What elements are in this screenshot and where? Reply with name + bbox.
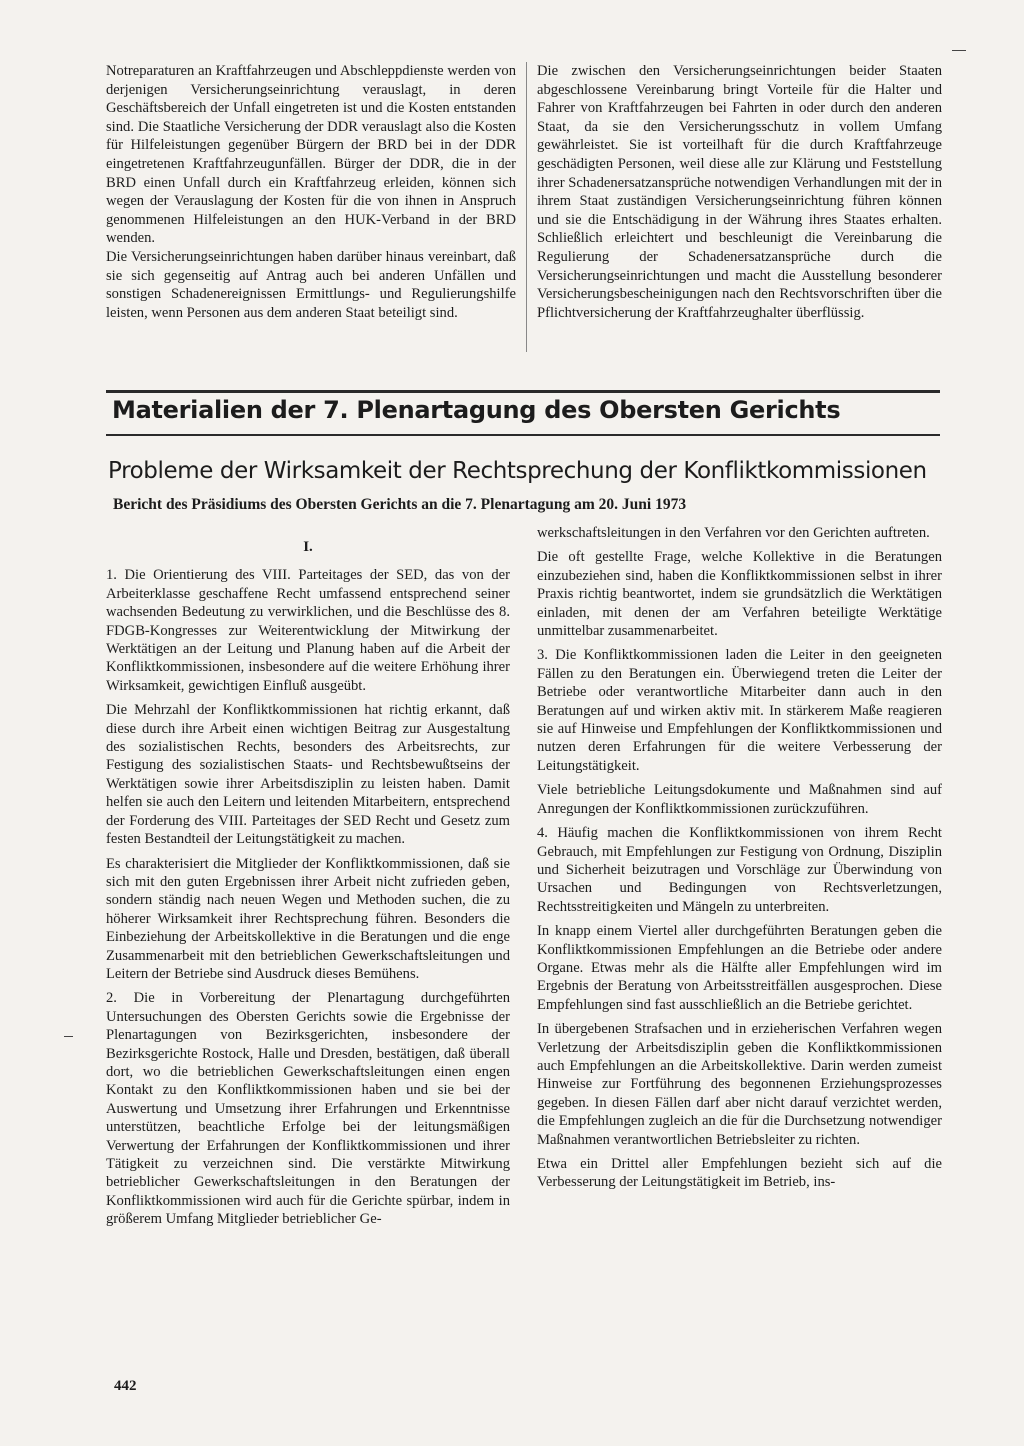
paragraph: Es charakterisiert die Mitglieder der Konfliktkommissionen, daß sie sich mit den guten Ergebnissen ihrer Arbeit nicht zufrieden geben, sondern ständig nach neuen Wegen und Methoden suchen, die zu höherer Wirksamkeit ihrer Rechtsprechung führen. Besonders die Einbeziehung der Arbeitskollektive in die Beratungen und die enge Zusammenarbeit mit den betrieblichen Gewerkschaftsleitungen und Leitern der Betriebe sind Ausdruck dieses Bemühens.: [106, 855, 510, 982]
paragraph: 2. Die in Vorbereitung der Plenartagung durchgeführten Untersuchungen des Obersten Gerichts sowie die Ergebnisse der Plenartagungen von Bezirksgerichten, insbesondere der Bezirksgerichte Rostock, Halle und Dresden, bestätigen, daß überall dort, wo die betrieblichen Gewerkschaftsleitungen einen engen Kontakt zu den Konfliktkommissionen haben und sie bei der Auswertung und Umsetzung ihrer Erfahrungen und Erkenntnisse unterstützen, beachtliche Erfolge bei der leitungsmäßigen Verwertung der Erfahrungen der Konfliktkommissionen und ihrer Tätigkeit zu verzeichnen sind. Die verstärkte Mitwirkung betrieblicher Gewerkschaftsleitungen in den Beratungen der Konfliktkommissionen wird auch für die Gerichte spürbar, indem in größerem Umfang Mitglieder betrieblicher Ge-: [106, 990, 510, 1228]
section-rule-bottom: [106, 434, 940, 436]
section-rule-top: [106, 390, 940, 393]
column-divider: [526, 62, 527, 352]
article-right-column: [537, 524, 942, 1198]
paragraph: 1. Die Orientierung des VIII. Parteitages der SED, das von der Arbeiterklasse geschaffene Recht umfassend entsprechend seiner wachsenden Bedeutung zu verwirklichen, und die Beschlüsse des 8. FDGB-Kongresses zur Weiterentwicklung der Mitwirkung der Werktätigen an der Leitung und Planung haben auf die Arbeit der Konfliktkommissionen, insbesondere auf die weitere Erhöhung ihrer Wirksamkeit, gewichtigen Einfluß ausgeübt.: [106, 567, 510, 694]
paragraph: Die oft gestellte Frage, welche Kollektive in die Beratungen einzubeziehen sind, haben die Konfliktkommissionen selbst in ihrer Praxis richtig beantwortet, indem sie grundsätzlich die Werktätigen einladen, mit denen der am Verfahren beteiligte Werktätige unmittelbar zusammenarbeitet.: [537, 549, 942, 640]
paragraph: Die Versicherungseinrichtungen haben darüber hinaus vereinbart, daß sie sich gegenseitig auf Antrag auch bei anderen Unfällen und sonstigen Schadenereignissen Ermittlungs- und Regulierungshilfe leisten, wenn Personen aus dem anderen Staat beteiligt sind.: [106, 248, 516, 321]
paragraph: Notreparaturen an Kraftfahrzeugen und Abschleppdienste werden von derjenigen Versicherungseinrichtung verauslagt, in deren Geschäftsbereich der Unfall eingetreten ist und die Kosten entstanden sind. Die Staatliche Versicherung der DDR verauslagt also die Kosten für Hilfeleistungen gegenüber Bürgern der BRD bei in der DDR eingetretenen Kraftfahrzeugunfällen. Bürger der DDR, die in der BRD einen Unfall durch ein Kraftfahrzeug erleiden, können sich wegen der Verauslagung der Kosten für die von ihnen in Anspruch genommenen Hilfeleistungen an den HUK-Verband in der BRD wenden.: [106, 63, 516, 247]
scan-mark: [952, 50, 966, 51]
paragraph: In knapp einem Viertel aller durchgeführten Beratungen geben die Konfliktkommissionen Empfehlungen an die Betriebe oder andere Organe. Etwas mehr als die Hälfte aller Empfehlungen wird im Ergebnis der Beratung von Arbeitsstreitfällen ausgesprochen. Diese Empfehlungen sind fast ausschließlich an die Betriebe gerichtet.: [537, 923, 942, 1013]
paragraph: 4. Häufig machen die Konfliktkommissionen von ihrem Recht Gebrauch, mit Empfehlungen zur Festigung von Ordnung, Disziplin und Sicherheit beizutragen und Vorschläge zur Überwindung von Ursachen und Bedingungen von Rechtsverletzungen, Rechtsstreitigkeiten und Mängeln zu unterbreiten.: [537, 825, 942, 915]
article-subtitle: Bericht des Präsidiums des Obersten Gerichts an die 7. Plenartagung am 20. Juni 1973: [113, 496, 687, 513]
paragraph: Die zwischen den Versicherungseinrichtungen beider Staaten abgeschlossene Vereinbarung bringt Vorteile für die Halter und Fahrer von Kraftfahrzeugen bei Fahrten in oder durch den anderen Staat, da sie den Versicherungsschutz in vollem Umfang gewährleistet. Sie ist vorteilhaft für die durch Kraftfahrzeuge geschädigten Personen, weil diese alle zur Klärung und Feststellung ihrer Schadenersatzansprüche notwendigen Verhandlungen mit der in ihrem Staat zuständigen Versicherungseinrichtung führen können und sie die Entschädigung in der Währung ihres Staates erhalten. Schließlich erleichtert und beschleunigt die Vereinbarung die Regulierung der Schadenersatzansprüche durch die Versicherungseinrichtungen und macht die Ausstellung besonderer Versicherungsbescheinigungen nach den Rechtsvorschriften über die Pflichtversicherung der Kraftfahrzeughalter überflüssig.: [537, 63, 942, 321]
paragraph: In übergebenen Strafsachen und in erzieherischen Verfahren wegen Verletzung der Arbeitsdisziplin geben die Konfliktkommissionen auch Empfehlungen an die Arbeitskollektive. Darin werden zumeist Hinweise zur Fortführung des begonnenen Erziehungsprozesses gegeben. In diesen Fällen darf aber nicht darauf verzichtet werden, die Empfehlungen zugleich an die für die Durchsetzung notwendiger Maßnahmen verantwortlichen Betriebsleiter zu richten.: [537, 1021, 942, 1148]
article-left-column: [106, 538, 510, 1235]
section-numeral: I.: [303, 539, 313, 555]
section-title: Materialien der 7. Plenartagung des Obersten Gerichts: [112, 396, 841, 424]
article-title: Probleme der Wirksamkeit der Rechtsprechung der Konfliktkommissionen: [108, 458, 927, 484]
top-left-column: [106, 62, 516, 322]
top-right-column: [537, 62, 942, 322]
paragraph: Etwa ein Drittel aller Empfehlungen bezieht sich auf die Verbesserung der Leitungstätigkeit im Betrieb, ins-: [537, 1156, 942, 1191]
paragraph: Die Mehrzahl der Konfliktkommissionen hat richtig erkannt, daß diese durch ihre Arbeit einen wichtigen Beitrag zur Ausgestaltung des sozialistischen Rechts, besonders des Arbeitsrechts, zur Festigung des sozialistischen Staats- und Rechtsbewußtseins der Werktätigen sowie ihrer Arbeitsdisziplin zu leisten haben. Damit helfen sie auch den Leitern und leitenden Mitarbeitern, entsprechend der Forderung des VIII. Parteitages der SED Recht und Gesetz zum festen Bestandteil der Leitungstätigkeit zu machen.: [106, 702, 510, 848]
paragraph: werkschaftsleitungen in den Verfahren vor den Gerichten auftreten.: [537, 525, 930, 541]
paragraph: Viele betriebliche Leitungsdokumente und Maßnahmen sind auf Anregungen der Konfliktkommissionen zurückzuführen.: [537, 782, 942, 817]
paragraph: 3. Die Konfliktkommissionen laden die Leiter in den geeigneten Fällen zu den Beratungen ein. Überwiegend treten die Leiter der Betriebe oder verantwortliche Mitarbeiter dann auch in den Beratungen auf und wirken aktiv mit. In stärkerem Maße reagieren sie auf Hinweise und Empfehlungen der Konfliktkommissionen und nutzen deren Erfahrungen für die weitere Verbesserung der Leitungstätigkeit.: [537, 647, 942, 774]
page-number: 442: [114, 1378, 137, 1394]
scan-mark: [64, 1036, 73, 1037]
